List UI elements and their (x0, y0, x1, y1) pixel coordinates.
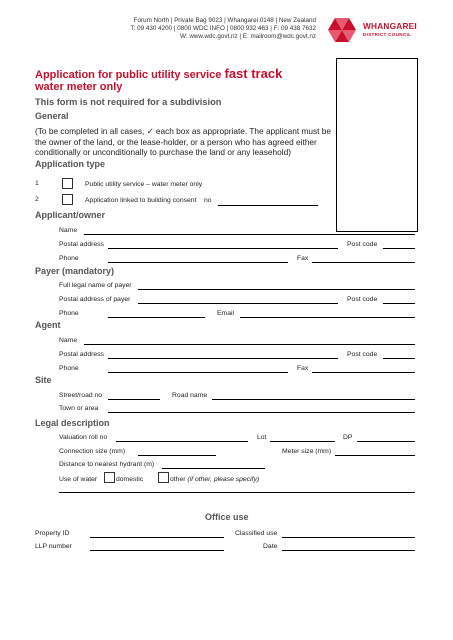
option-1-checkbox[interactable] (62, 178, 73, 189)
general-instructions: (To be completed in all cases, ✓ each box as appropriate. The applicant must be the owner of the land, or the lease-holder, or a person who has agreed either conditionally or unconditionally to purchase the land or any leasehold) (35, 126, 331, 157)
contact-address: Forum North | Private Bag 9023 | Whangarei 0148 | New Zealand (133, 17, 316, 24)
street-no-label: Street/road no (59, 392, 103, 399)
option-2-label: Application linked to building consent (85, 197, 197, 204)
agent-fax-label: Fax (297, 365, 309, 372)
town-field[interactable] (108, 412, 415, 413)
use-of-water-label: Use of water (59, 476, 98, 483)
section-application-type: Application type (35, 159, 106, 169)
option-1-label: Public utility service – water meter only (85, 181, 203, 188)
option-2-checkbox[interactable] (62, 194, 73, 205)
contact-web: W: www.wdc.govt.nz | E: mailroom@wdc.govt.nz (180, 33, 316, 40)
domestic-checkbox[interactable] (104, 472, 115, 483)
contact-phone: T: 09 430 4200 | 0800 WDC INFO | 0800 932 463 | F: 09 438 7632 (130, 25, 316, 32)
connection-size-label: Connection size (mm) (59, 448, 126, 455)
logo-wordmark (363, 22, 417, 39)
agent-phone-label: Phone (59, 365, 79, 372)
applicant-postcode-field[interactable] (383, 248, 415, 249)
hydrant-distance-field[interactable] (162, 468, 265, 469)
agent-postal-label: Postal address (59, 351, 104, 358)
option-1-number: 1 (35, 180, 39, 187)
town-label: Town or area (59, 405, 99, 412)
payer-phone-field[interactable] (108, 317, 205, 318)
section-agent: Agent (35, 320, 61, 330)
agent-name-field[interactable] (84, 344, 415, 345)
other-use-note: (if other, please specify) (185, 476, 260, 483)
llp-number-label: LLP number (35, 543, 72, 550)
logo-name: WHANGAREI (363, 21, 417, 31)
payer-postcode-label: Post code (347, 296, 378, 303)
section-payer: Payer (mandatory) (35, 266, 115, 276)
consent-no-field[interactable] (218, 205, 318, 206)
lot-label: Lot (257, 434, 267, 441)
form-title-fast-track: fast track (224, 66, 283, 81)
agent-name-label: Name (59, 337, 78, 344)
applicant-postal-field[interactable] (108, 248, 338, 249)
valuation-field[interactable] (116, 441, 248, 442)
payer-name-field[interactable] (138, 289, 415, 290)
property-id-label: Property ID (35, 530, 70, 537)
classified-use-label: Classified use (235, 530, 278, 537)
meter-size-field[interactable] (335, 455, 415, 456)
agent-fax-field[interactable] (312, 372, 415, 373)
form-title-line2: water meter only (35, 81, 123, 93)
form-title (35, 66, 282, 81)
street-no-field[interactable] (108, 399, 160, 400)
section-site: Site (35, 375, 52, 385)
payer-postcode-field[interactable] (383, 303, 415, 304)
road-name-field[interactable] (212, 399, 415, 400)
section-general: General (35, 111, 69, 121)
section-legal: Legal description (35, 418, 110, 428)
other-use-checkbox[interactable] (158, 472, 169, 483)
applicant-name-label: Name (59, 227, 78, 234)
agent-phone-field[interactable] (108, 372, 288, 373)
agent-postcode-label: Post code (347, 351, 378, 358)
payer-phone-label: Phone (59, 310, 79, 317)
applicant-phone-field[interactable] (108, 262, 288, 263)
connection-size-field[interactable] (138, 455, 216, 456)
agent-postal-field[interactable] (108, 358, 338, 359)
payer-postal-label: Postal address of payer (59, 296, 131, 303)
consent-no-label: no (204, 197, 212, 204)
llp-number-field[interactable] (90, 550, 224, 551)
other-use-label (170, 476, 259, 483)
section-office-use: Office use (205, 512, 249, 522)
logo-subtitle: DISTRICT COUNCIL (363, 32, 412, 37)
other-use-field[interactable] (59, 492, 415, 493)
other-use-word: other (170, 476, 186, 483)
meter-size-label: Meter size (mm) (282, 448, 332, 455)
road-name-label: Road name (172, 392, 208, 399)
property-id-field[interactable] (90, 537, 224, 538)
lot-field[interactable] (270, 441, 335, 442)
classified-use-field[interactable] (282, 537, 415, 538)
hydrant-distance-label: Distance to nearest hydrant (m) (59, 461, 155, 468)
applicant-postcode-label: Post code (347, 241, 378, 248)
applicant-name-field[interactable] (84, 234, 415, 235)
valuation-label: Valuation roll no (59, 434, 108, 441)
applicant-phone-label: Phone (59, 255, 79, 262)
payer-email-label: Email (217, 310, 234, 317)
contact-info (130, 17, 316, 41)
payer-email-field[interactable] (240, 317, 415, 318)
form-subtitle: This form is not required for a subdivision (35, 97, 222, 107)
payer-postal-field[interactable] (138, 303, 338, 304)
applicant-postal-label: Postal address (59, 241, 104, 248)
dp-label: DP (343, 434, 353, 441)
applicant-fax-label: Fax (297, 255, 309, 262)
form-title-main: Application for public utility service (35, 69, 225, 81)
applicant-fax-field[interactable] (312, 262, 415, 263)
dp-field[interactable] (357, 441, 415, 442)
office-stamp-box (336, 58, 418, 232)
date-field[interactable] (282, 550, 415, 551)
section-applicant: Applicant/owner (35, 210, 106, 220)
option-2-number: 2 (35, 196, 39, 203)
domestic-label: domestic (116, 476, 144, 483)
agent-postcode-field[interactable] (383, 358, 415, 359)
payer-name-label: Full legal name of payer (59, 282, 132, 289)
date-label: Date (263, 543, 278, 550)
